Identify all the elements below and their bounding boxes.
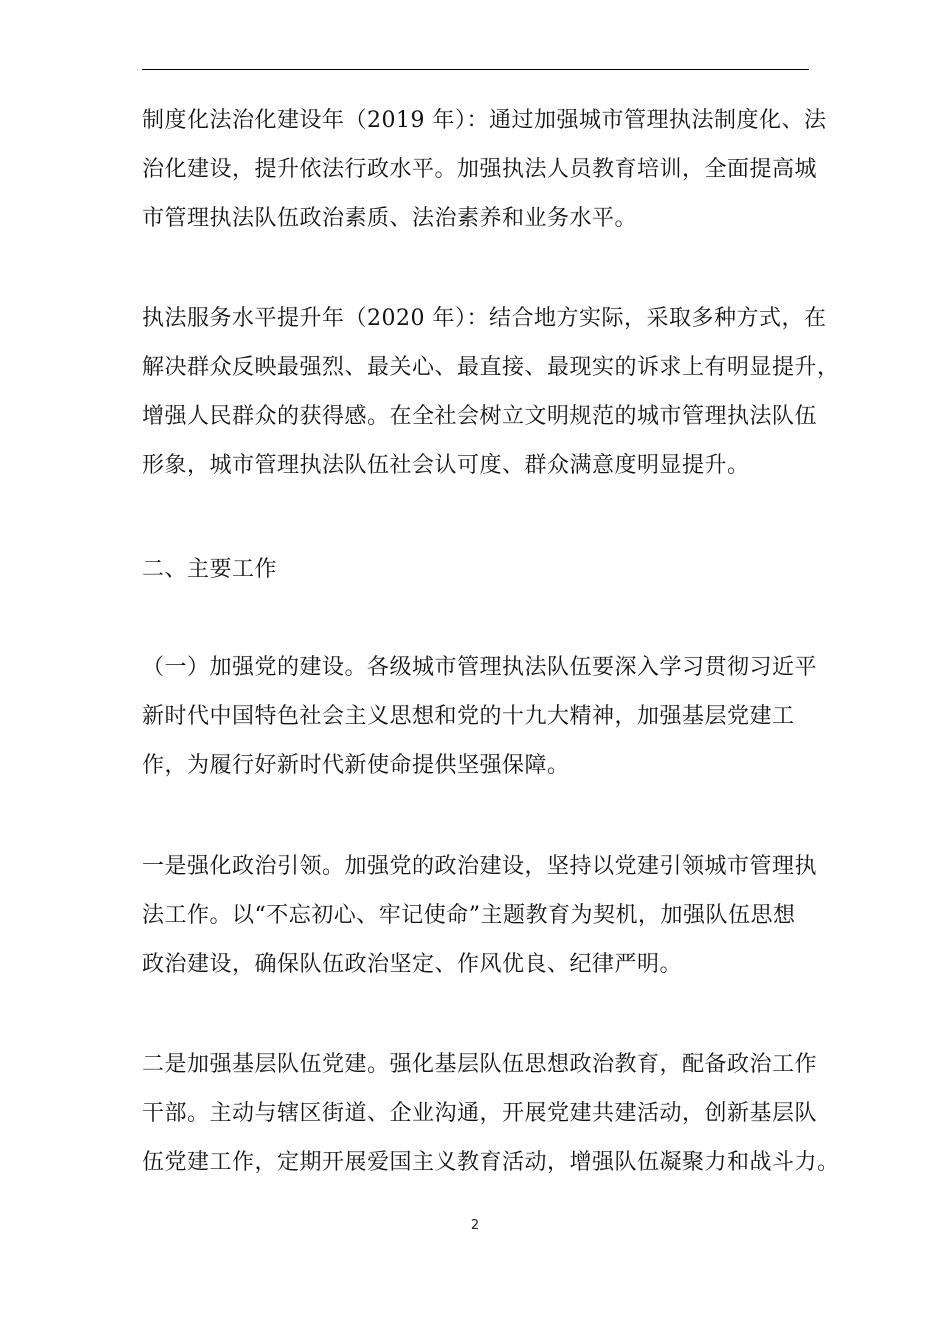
- paragraph-party-building: [142, 643, 818, 790]
- text-line: 政治建设，确保队伍政治坚定、作风优良、纪律严明。: [142, 952, 683, 977]
- text-line: 执法服务水平提升年（2020 年）：结合地方实际，采取多种方式，在: [142, 306, 827, 331]
- text-line: 干部。主动与辖区街道、企业沟通，开展党建共建活动，创新基层队: [142, 1101, 818, 1126]
- text-line: 一是强化政治引领。加强党的政治建设，坚持以党建引领城市管理执: [142, 854, 818, 879]
- text-line: 伍党建工作，定期开展爱国主义教育活动，增强队伍凝聚力和战斗力。: [142, 1150, 840, 1175]
- paragraph-political-leadership: [142, 842, 818, 989]
- paragraph-legalization-year: [142, 96, 827, 243]
- text-line: 形象，城市管理执法队伍社会认可度、群众满意度明显提升。: [142, 453, 750, 478]
- heading-text: 二、主要工作: [142, 557, 278, 582]
- text-line: 市管理执法队伍政治素质、法治素养和业务水平。: [142, 206, 638, 231]
- text-line: 法工作。以“不忘初心、牢记使命”主题教育为契机，加强队伍思想: [142, 903, 796, 928]
- paragraph-grassroots-party-building: [142, 1040, 840, 1187]
- text-line: （一）加强党的建设。各级城市管理执法队伍要深入学习贯彻习近平: [142, 655, 818, 680]
- paragraph-service-improvement-year: [142, 294, 840, 490]
- text-line: 解决群众反映最强烈、最关心、最直接、最现实的诉求上有明显提升，: [142, 355, 840, 380]
- header-rule: [142, 69, 809, 70]
- text-line: 增强人民群众的获得感。在全社会树立文明规范的城市管理执法队伍: [142, 404, 818, 429]
- section-heading-main-work: [142, 545, 814, 594]
- text-line: 制度化法治化建设年（2019 年）：通过加强城市管理执法制度化、法: [142, 108, 827, 133]
- text-line: 作，为履行好新时代新使命提供坚强保障。: [142, 753, 570, 778]
- page-number: 2: [470, 1218, 480, 1233]
- text-line: 新时代中国特色社会主义思想和党的十九大精神，加强基层党建工: [142, 704, 795, 729]
- text-line: 治化建设，提升依法行政水平。加强执法人员教育培训，全面提高城: [142, 157, 818, 182]
- text-line: 二是加强基层队伍党建。强化基层队伍思想政治教育，配备政治工作: [142, 1052, 818, 1077]
